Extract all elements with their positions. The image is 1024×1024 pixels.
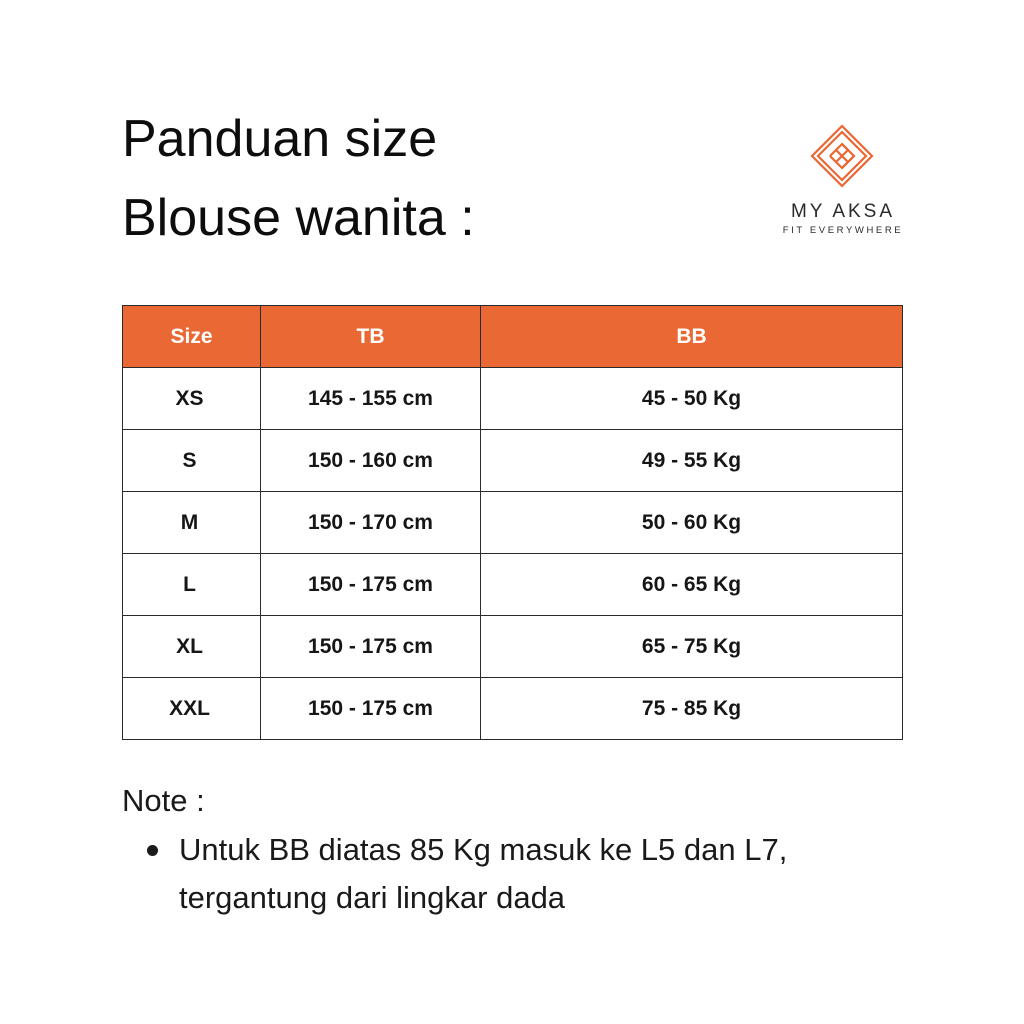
column-header-size: Size: [123, 306, 261, 368]
title-line-2: Blouse wanita :: [122, 189, 475, 247]
table-row: [123, 678, 903, 740]
column-header-tb: TB: [261, 306, 481, 368]
page-title: [122, 100, 475, 258]
cell-size: XS: [123, 368, 261, 430]
brand-name: MY AKSA: [790, 201, 896, 222]
column-header-bb: BB: [481, 306, 903, 368]
title-line-1: Panduan size: [122, 110, 438, 168]
brand-diamond-icon: [810, 124, 874, 188]
cell-tb: 150 - 175 cm: [261, 678, 481, 740]
cell-size: XL: [123, 616, 261, 678]
cell-size: XXL: [123, 678, 261, 740]
note-item: [122, 826, 787, 922]
cell-tb: 145 - 155 cm: [261, 368, 481, 430]
cell-size: L: [123, 554, 261, 616]
table-row: [123, 368, 903, 430]
bullet-icon: [147, 845, 158, 856]
table-row: [123, 616, 903, 678]
cell-bb: 45 - 50 Kg: [481, 368, 903, 430]
note-list: [122, 826, 787, 922]
table-row: [123, 430, 903, 492]
cell-bb: 75 - 85 Kg: [481, 678, 903, 740]
cell-tb: 150 - 175 cm: [261, 554, 481, 616]
cell-bb: 49 - 55 Kg: [481, 430, 903, 492]
cell-bb: 50 - 60 Kg: [481, 492, 903, 554]
brand-tagline: FIT EVERYWHERE: [782, 225, 904, 236]
table-row: [123, 554, 903, 616]
table-header-row: [123, 306, 903, 368]
note-item-line-2: tergantung dari lingkar dada: [179, 880, 566, 915]
cell-bb: 65 - 75 Kg: [481, 616, 903, 678]
cell-size: S: [123, 430, 261, 492]
cell-size: M: [123, 492, 261, 554]
cell-tb: 150 - 170 cm: [261, 492, 481, 554]
table-row: [123, 492, 903, 554]
note-label: Note :: [122, 783, 205, 818]
cell-tb: 150 - 175 cm: [261, 616, 481, 678]
cell-bb: 60 - 65 Kg: [481, 554, 903, 616]
size-chart-table: [122, 305, 903, 740]
brand-logo: [770, 124, 916, 244]
note-item-line-1: Untuk BB diatas 85 Kg masuk ke L5 dan L7,: [179, 832, 788, 867]
cell-tb: 150 - 160 cm: [261, 430, 481, 492]
